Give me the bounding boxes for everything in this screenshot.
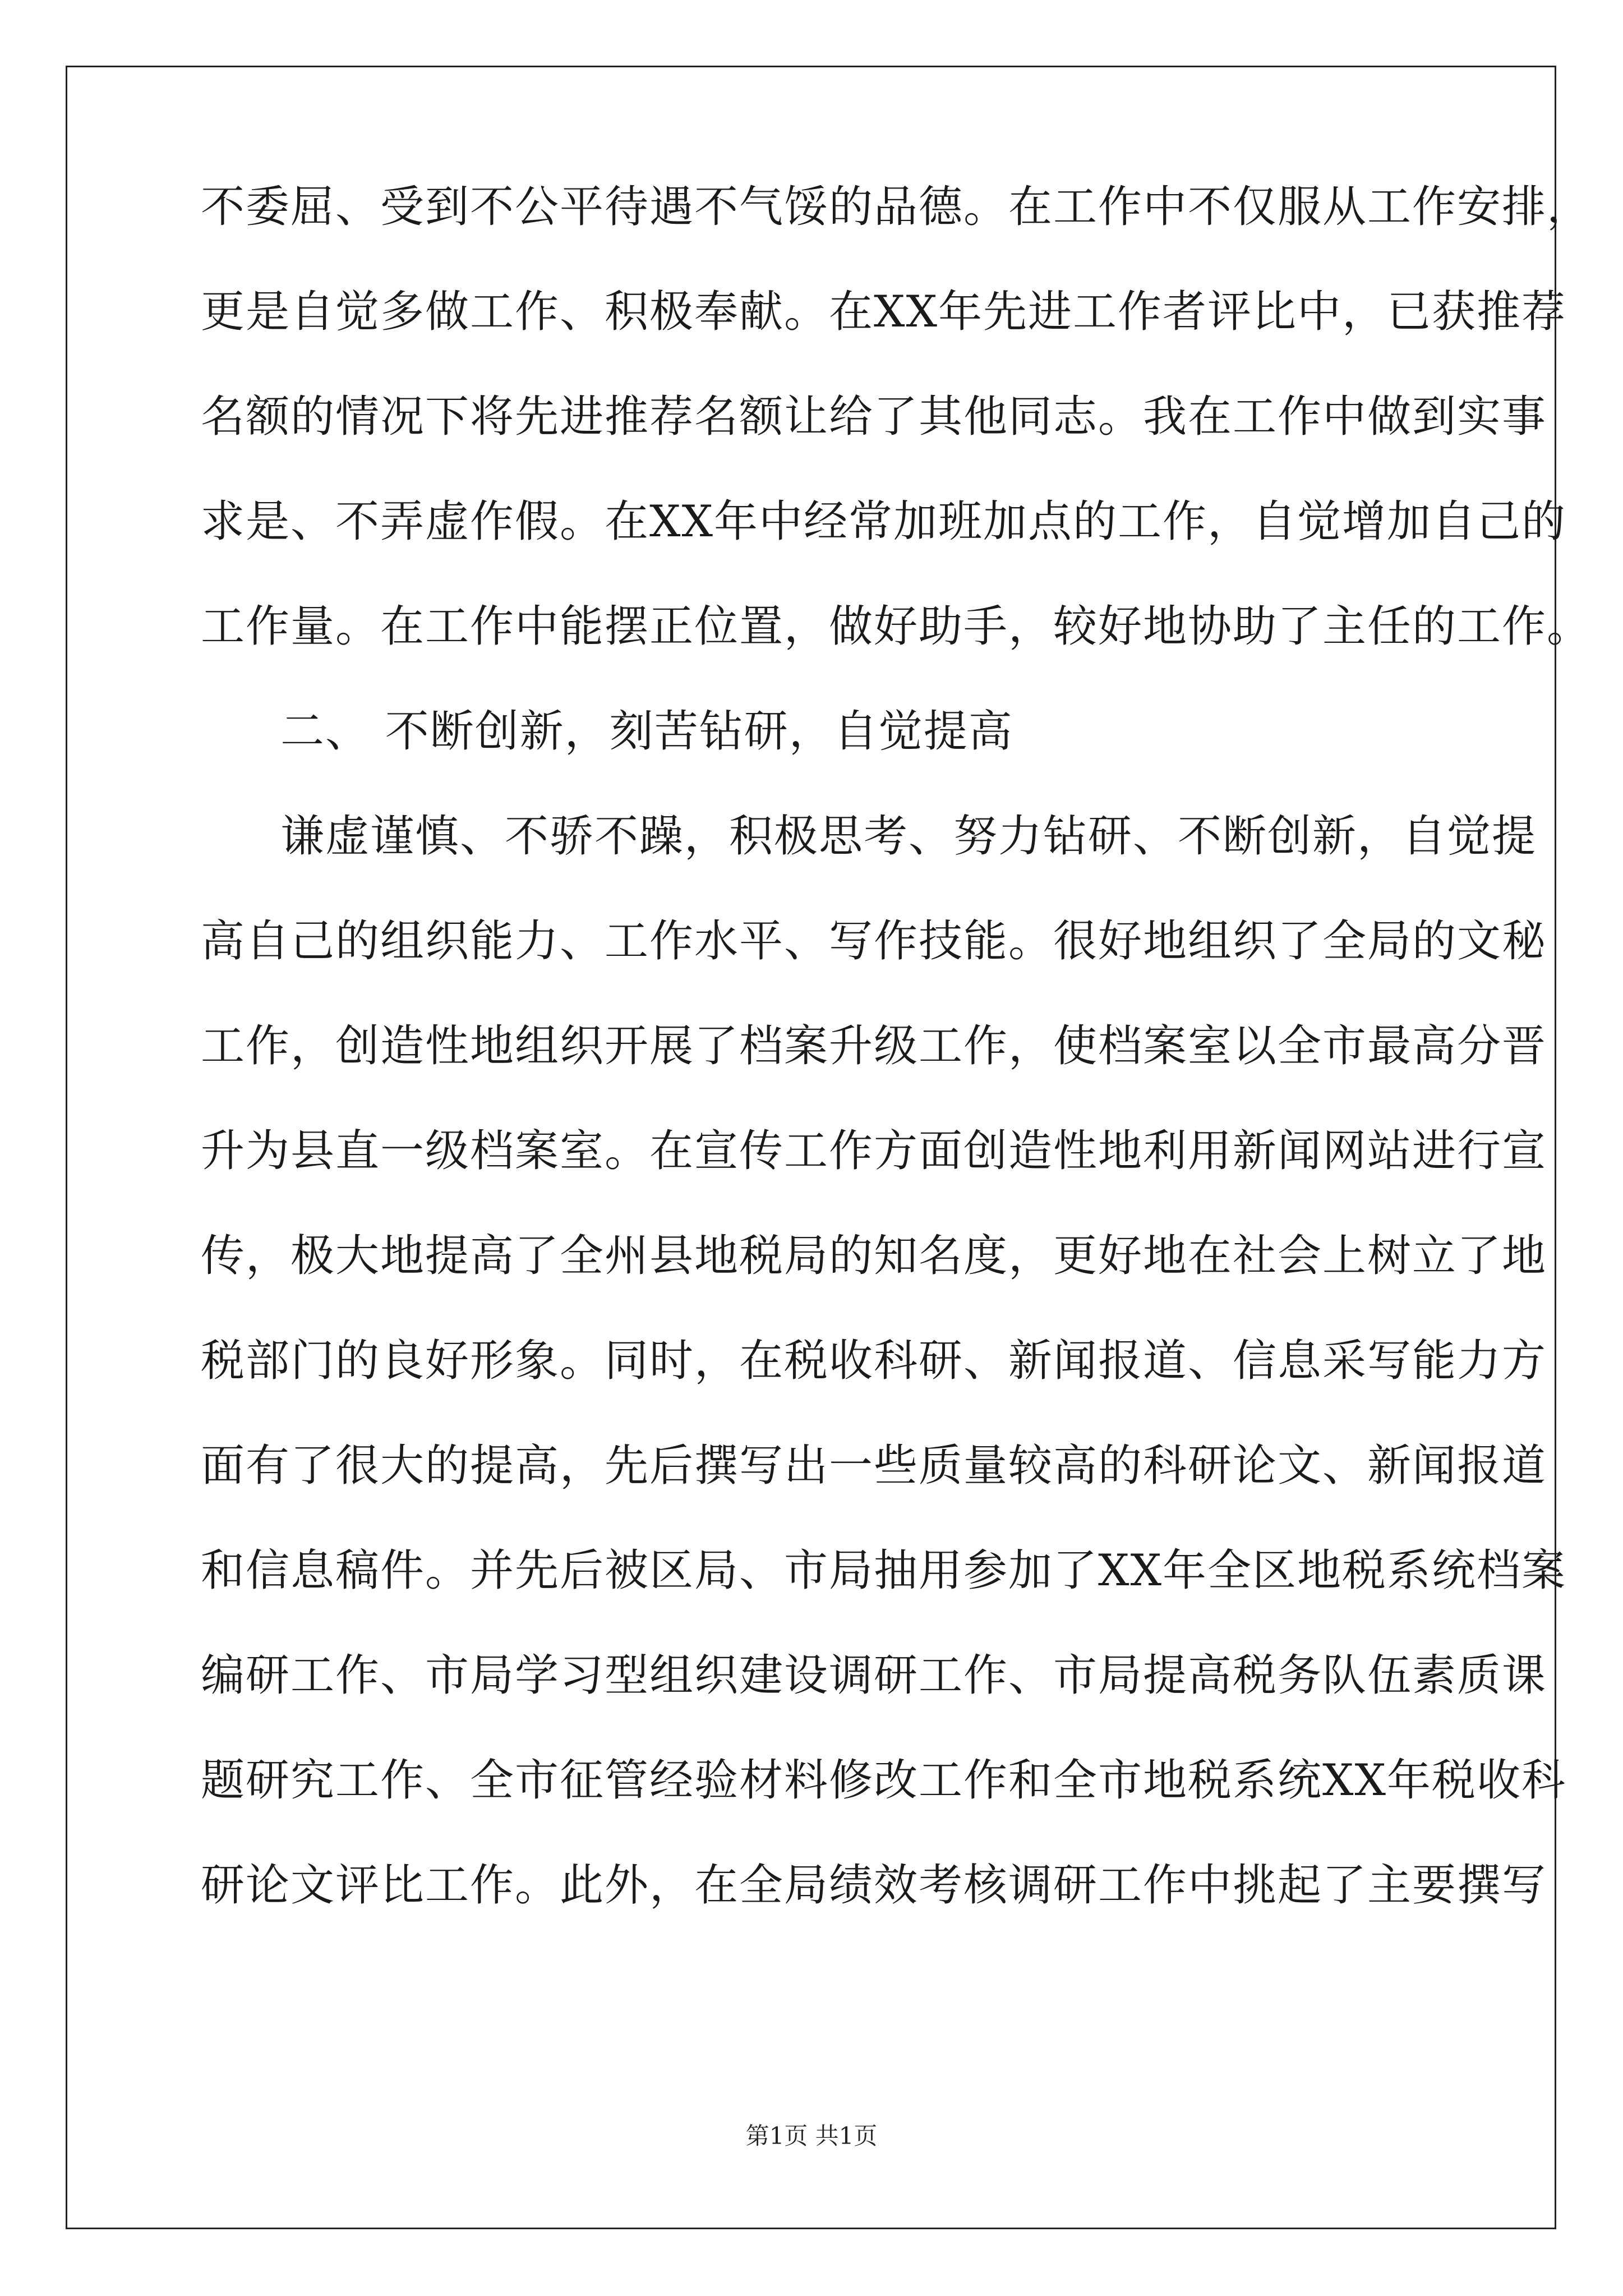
text-line: 更是自觉多做工作、积极奉献。在XX年先进工作者评比中，已获推荐: [201, 287, 1567, 337]
section-heading: 二、 不断创新，刻苦钻研，自觉提高: [280, 706, 1013, 757]
text-line: 编研工作、市局学习型组织建设调研工作、市局提高税务队伍素质课: [201, 1650, 1547, 1701]
text-line: 研论文评比工作。此外，在全局绩效考核调研工作中挑起了主要撰写: [201, 1860, 1547, 1911]
page-footer: 第1页 共1页: [745, 2122, 878, 2150]
text-line: 题研究工作、全市征管经验材料修改工作和全市地税系统XX年税收科: [201, 1755, 1567, 1806]
text-line: 不委屈、受到不公平待遇不气馁的品德。在工作中不仅服从工作安排，: [201, 182, 1592, 232]
text-line: 工作量。在工作中能摆正位置，做好助手，较好地协助了主任的工作。: [201, 601, 1592, 652]
text-line: 传，极大地提高了全州县地税局的知名度，更好地在社会上树立了地: [201, 1231, 1547, 1281]
text-line: 和信息稿件。并先后被区局、市局抽用参加了XX年全区地税系统档案: [201, 1545, 1567, 1596]
document-body: [201, 182, 1592, 1968]
text-line: 求是、不弄虚作假。在XX年中经常加班加点的工作，自觉增加自己的: [201, 496, 1567, 547]
text-line: 名额的情况下将先进推荐名额让给了其他同志。我在工作中做到实事: [201, 392, 1547, 442]
text-line: 升为县直一级档案室。在宣传工作方面创造性地利用新闻网站进行宣: [201, 1126, 1547, 1176]
text-line: 工作，创造性地组织开展了档案升级工作，使档案室以全市最高分晋: [201, 1021, 1547, 1071]
text-line: 面有了很大的提高，先后撰写出一些质量较高的科研论文、新闻报道: [201, 1441, 1547, 1491]
text-line: 谦虚谨慎、不骄不躁，积极思考、努力钻研、不断创新，自觉提: [280, 811, 1537, 862]
text-line: 高自己的组织能力、工作水平、写作技能。很好地组织了全局的文秘: [201, 916, 1547, 967]
text-line: 税部门的良好形象。同时，在税收科研、新闻报道、信息采写能力方: [201, 1336, 1547, 1386]
